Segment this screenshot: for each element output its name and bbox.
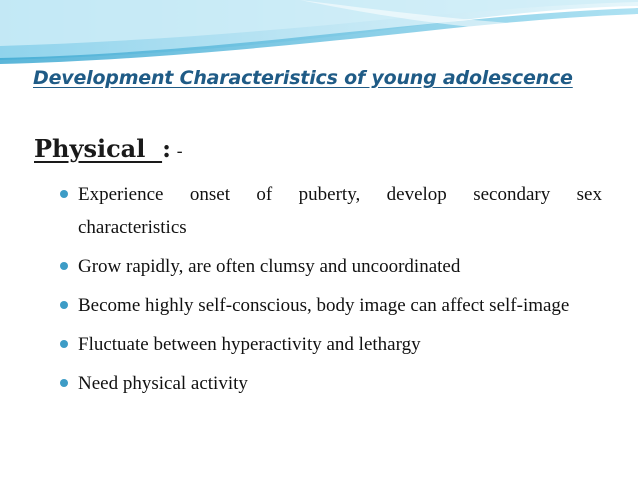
section-heading-separator: : (162, 134, 171, 163)
bullet-icon (60, 262, 68, 270)
list-item-text: Need physical activity (78, 373, 248, 394)
list-item (60, 328, 602, 361)
section-heading-dash: - (170, 141, 183, 162)
bullet-icon (60, 340, 68, 348)
list-item (60, 250, 602, 283)
section-heading (34, 134, 183, 163)
slide-title: Development Characteristics of young adolescence (33, 67, 573, 89)
bullet-icon (60, 190, 68, 198)
list-item (60, 178, 602, 244)
bullet-list (60, 178, 602, 406)
list-item-text: Grow rapidly, are often clumsy and uncoordinated (78, 256, 461, 277)
list-item-text: Fluctuate between hyperactivity and lethargy (78, 334, 421, 355)
section-heading-label: Physical (34, 134, 163, 163)
bullet-icon (60, 301, 68, 309)
list-item (60, 367, 602, 400)
bullet-icon (60, 379, 68, 387)
list-item (60, 289, 602, 322)
list-item-text: Become highly self-conscious, body image can affect self-image (78, 295, 570, 316)
list-item-text: Experience onset of puberty, develop secondary sex characteristics (78, 184, 602, 238)
